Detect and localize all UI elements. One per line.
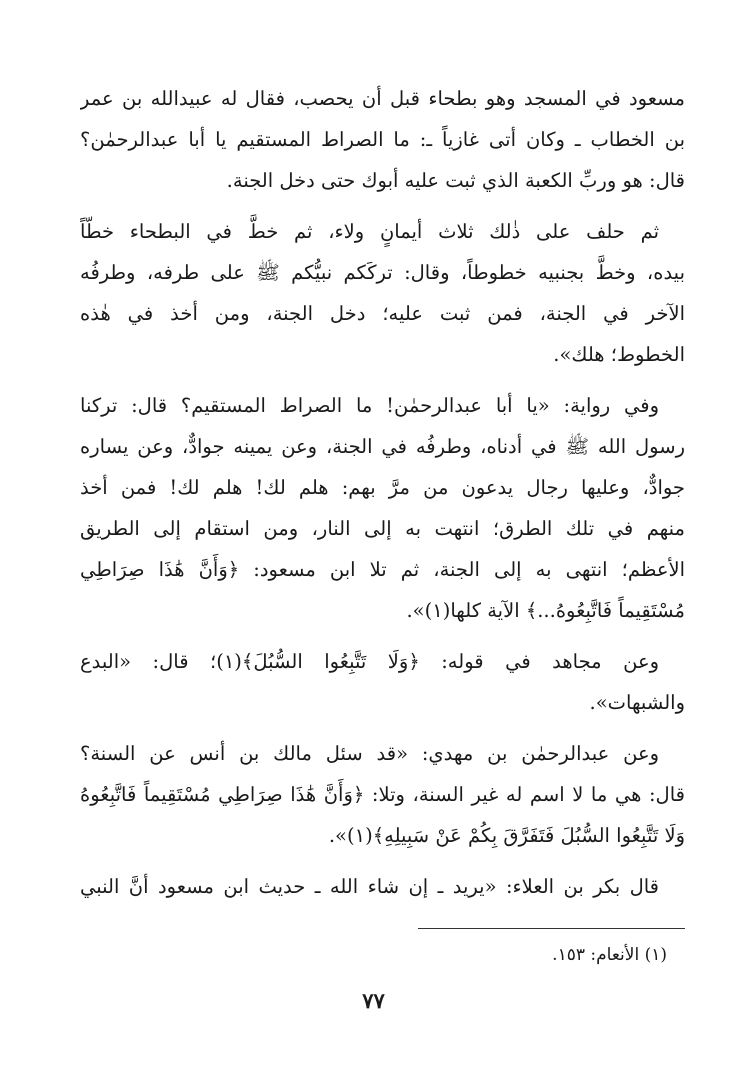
paragraph-1	[80, 78, 685, 201]
text-line: وعن مجاهد في قوله: ﴿وَلَا تَتَّبِعُوا السُّبُلَ﴾(١)؛ قال: «البدع	[80, 650, 659, 673]
footnote-divider	[418, 928, 685, 929]
text-line: مسعود في المسجد وهو بطحاء قبل أن يحصب، فقال له عبيدالله بن عمر	[80, 87, 685, 110]
text-line: رسول الله ﷺ في أدناه، وطرفُه في الجنة، وعن يمينه جوادٌّ، وعن يساره	[80, 435, 685, 458]
text-line: والشبهات».	[589, 691, 685, 714]
text-line: وعن عبدالرحمٰن بن مهدي: «قد سئل مالك بن أنس عن السنة؟	[80, 742, 659, 765]
footnote: (١) الأنعام: ١٥٣.	[552, 945, 667, 965]
page-number: ٧٧	[362, 988, 385, 1013]
paragraph-5	[80, 733, 685, 856]
text-line: وَلَا تَتَّبِعُوا السُّبُلَ فَتَفَرَّقَ بِكُمْ عَنْ سَبِيلِهِ﴾(١)».	[328, 824, 685, 847]
text-line: ثم حلف على ذٰلك ثلاث أيمانٍ ولاء، ثم خطَّ في البطحاء خطّاً	[80, 220, 659, 243]
paragraph-3	[80, 385, 685, 631]
paragraph-2	[80, 211, 685, 375]
text-line: قال: هو وربِّ الكعبة الذي ثبت عليه أبوك حتى دخل الجنة.	[226, 169, 685, 192]
text-line: قال: هي ما لا اسم له غير السنة، وتلا: ﴿وَأَنَّ هَٰذَا صِرَاطِي مُسْتَقِيماً فَاتَّبِعُوهُ	[80, 783, 685, 806]
text-line: قال بكر بن العلاء: «يريد ـ إن شاء الله ـ حديث ابن مسعود أنَّ النبي	[80, 875, 659, 898]
text-line: جوادٌّ، وعليها رجال يدعون من مرَّ بهم: هلم لك! هلم لك! فمن أخذ	[80, 476, 685, 499]
text-line: منهم في تلك الطرق؛ انتهت به إلى النار، ومن استقام إلى الطريق	[80, 517, 685, 540]
text-line: الأعظم؛ انتهى به إلى الجنة، ثم تلا ابن مسعود: ﴿وَأَنَّ هَٰذَا صِرَاطِي	[80, 558, 685, 581]
page-body	[80, 78, 685, 917]
text-line: بيده، وخطَّ بجنبيه خطوطاً، وقال: تركَكم نبيُّكم ﷺ على طرفه، وطرفُه	[80, 261, 685, 284]
paragraph-6	[80, 866, 685, 907]
text-line: الآخر في الجنة، فمن ثبت عليه؛ دخل الجنة، ومن أخذ في هٰذه	[80, 302, 685, 325]
text-line: وفي رواية: «يا أبا عبدالرحمٰن! ما الصراط المستقيم؟ قال: تركنا	[80, 394, 659, 417]
paragraph-4	[80, 641, 685, 723]
text-line: بن الخطاب ـ وكان أتى غازياً ـ: ما الصراط المستقيم يا أبا عبدالرحمٰن؟	[80, 128, 685, 151]
text-line: الخطوط؛ هلك».	[553, 343, 685, 366]
text-line: مُسْتَقِيماً فَاتَّبِعُوهُ...﴾ الآية كلها(١)».	[406, 599, 685, 622]
